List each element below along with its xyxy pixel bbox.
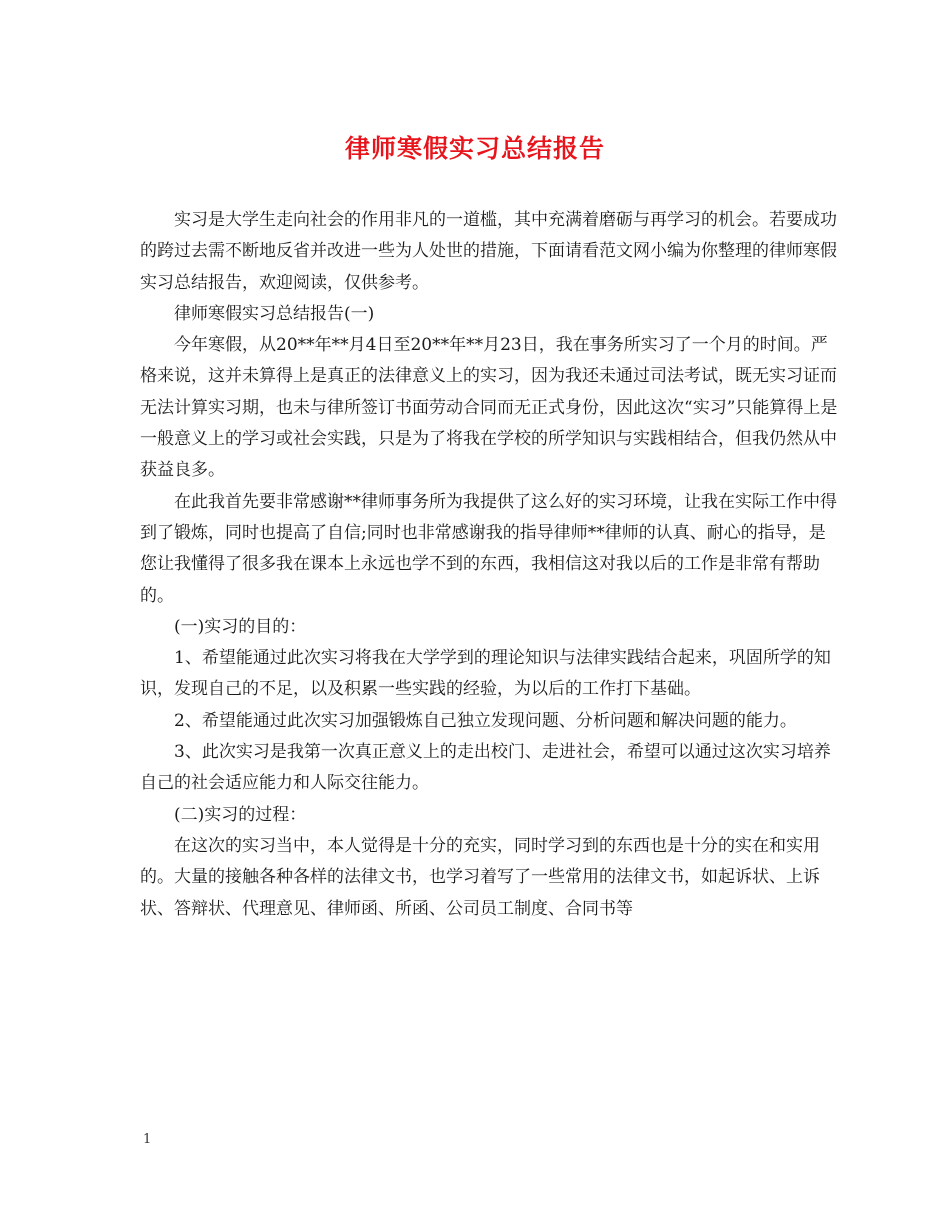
paragraph-period: 今年寒假，从20**年**月4日至20**年**月23日，我在事务所实习了一个月的时间。严格来说，这并未算得上是真正的法律意义上的实习，因为我还未通过司法考试，既无实习证而无法计算实习期，也未与律所签订书面劳动合同而无正式身份，因此这次“实习”只能算得上是一般意义上的学习或社会实践，只是为了将我在学校的所学知识与实践相结合，但我仍然从中获益良多。 (140, 335, 838, 481)
document-body (140, 205, 840, 925)
paragraph-subtitle: 律师寒假实习总结报告(一) (174, 303, 375, 324)
paragraph-process: 在这次的实习当中，本人觉得是十分的充实，同时学习到的东西也是十分的实在和实用的。大量的接触各种各样的法律文书，也学习着写了一些常用的法律文书，如起诉状、上诉状、答辩状、代理意见、律师函、所函、公司员工制度、合同书等 (140, 835, 820, 919)
section-heading-purpose: (一)实习的目的： (174, 616, 307, 637)
paragraph-thanks: 在此我首先要非常感谢**律师事务所为我提供了这么好的实习环境，让我在实际工作中得到了锻炼，同时也提高了自信;同时也非常感谢我的指导律师**律师的认真、耐心的指导，是您让我懂得了很多我在课本上永远也学不到的东西，我相信这对我以后的工作是非常有帮助的。 (140, 491, 837, 606)
page-number: 1 (143, 1132, 152, 1147)
paragraph-purpose-3: 3、此次实习是我第一次真正意义上的走出校门、走进社会，希望可以通过这次实习培养自己的社会适应能力和人际交往能力。 (140, 742, 831, 794)
paragraph-intro: 实习是大学生走向社会的作用非凡的一道槛，其中充满着磨砺与再学习的机会。若要成功的跨过去需不断地反省并改进一些为人处世的措施，下面请看范文网小编为你整理的律师寒假实习总结报告，欢迎阅读，仅供参考。 (140, 210, 837, 293)
paragraph-purpose-1: 1、希望能通过此次实习将我在大学学到的理论知识与法律实践结合起来，巩固所学的知识，发现自己的不足，以及积累一些实践的经验，为以后的工作打下基础。 (140, 648, 831, 700)
document-title: 律师寒假实习总结报告 (344, 134, 605, 163)
section-heading-process: (二)实习的过程： (174, 804, 307, 825)
paragraph-purpose-2: 2、希望能通过此次实习加强锻炼自己独立发现问题、分析问题和解决问题的能力。 (174, 710, 797, 731)
